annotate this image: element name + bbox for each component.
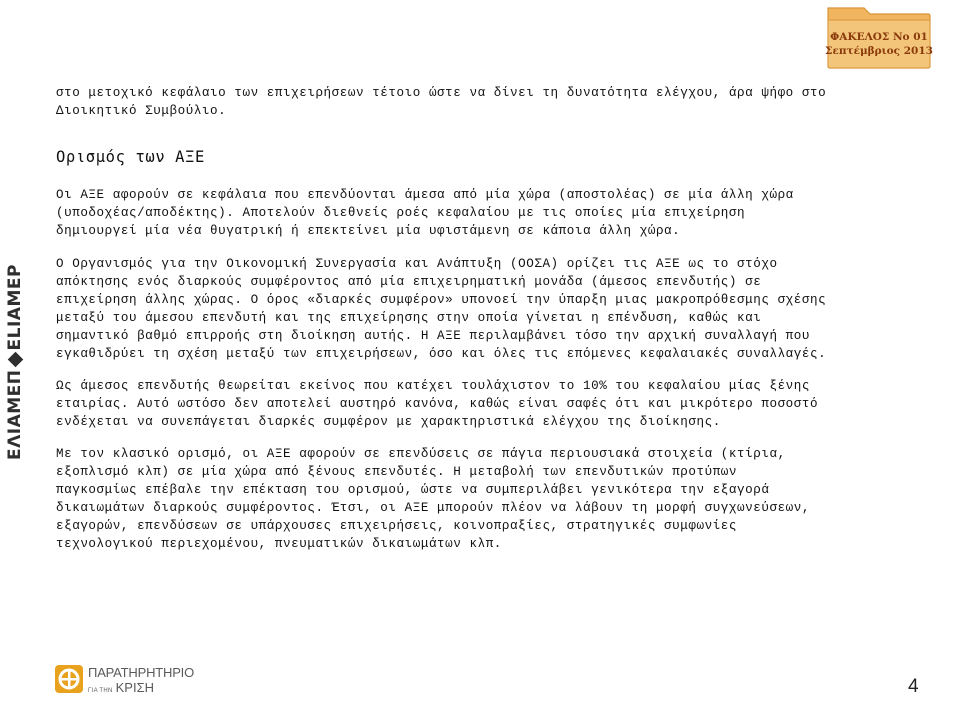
logo-subtitle-small: ΓΙΑ ΤΗΝ <box>88 688 113 694</box>
paragraph-4: Με τον κλασικό ορισμό, οι ΑΞΕ αφορούν σε επενδύσεις σε πάγια περιουσιακά στοιχεία (κτίρια, εξοπλισμό κλπ) σε μία χώρα από ξένους επενδυτές. Η μεταβολή των επενδυτικών προτύπων παγκοσμίως επέβαλε την επέκταση του ορισμού, ώστε να συμπεριλάβει γενικότερα την εξαγορά δικαιωμάτων διαρκούς συμφέροντος. Έτσι, οι ΑΞΕ μπορούν πλέον να λάβουν τη μορφή συγχωνεύσεων, εξαγορών, επενδύσεων σε υπάρχουσες επιχειρήσεις, κοινοπραξίες, στρατηγικές συμφωνίες τεχνολογικού περιεχομένου, πνευματικών δικαιωμάτων κλπ. <box>56 447 810 551</box>
logo-subtitle <box>88 680 154 695</box>
section-heading: Ορισμός των ΑΞΕ <box>56 148 205 166</box>
intro-paragraph: στο μετοχικό κεφάλαιο των επιχειρήσεων τέτοιο ώστε να δίνει τη δυνατότητα ελέγχου, άρα ψήφο στο Διοικητικό Συμβούλιο. <box>56 86 827 118</box>
logo-subtitle-main: ΚΡΙΣΗ <box>115 680 155 695</box>
paragraph-3: Ως άμεσος επενδυτής θεωρείται εκείνος που κατέχει τουλάχιστον το 10% του κεφαλαίου μίας ξένης εταιρίας. Αυτό ωστόσο δεν αποτελεί αυστηρό κανόνα, καθώς είναι σαφές ότι και μικρότερο ποσοστό ενδέχεται να συνεπάγεται διαρκές συμφέρον με χαρακτηριστικά ελέγχου της διοίκησης. <box>56 379 819 429</box>
paragraph-1: Οι ΑΞΕ αφορούν σε κεφάλαια που επενδύονται άμεσα από μία χώρα (αποστολέας) σε μία άλλη χώρα (υποδοχέας/αποδέκτης). Αποτελούν διεθνείς ροές κεφαλαίου με τις οποίες μία επιχείρηση δημιουργεί μία νέα θυγατρική ή επεκτείνει μία υφιστάμενη σε κάποια άλλη χώρα. <box>56 188 794 238</box>
brand-separator-icon <box>7 352 23 368</box>
document-body <box>56 84 960 553</box>
observatory-logo <box>54 664 204 698</box>
side-brand <box>2 262 28 460</box>
folder-badge-date: Σεπτέμβριος 2013 <box>825 45 933 57</box>
logo-title: ΠΑΡΑΤΗΡΗΤΗΡΙΟ <box>88 665 194 680</box>
observatory-logo-icon <box>54 664 84 694</box>
folder-badge-title: ΦΑΚΕΛΟΣ Νο 01 <box>830 31 928 43</box>
page-number: 4 <box>908 676 919 697</box>
paragraph-2: Ο Οργανισμός για την Οικονομική Συνεργασία και Ανάπτυξη (ΟΟΣΑ) ορίζει τις ΑΞΕ ως το στόχο απόκτησης ενός διαρκούς συμφέροντος από μία επιχειρηματική μονάδα (άμεσος επενδυτής) σε επιχείρηση άλλης χώρας. Ο όρος «διαρκές συμφέρον» υπονοεί την ύπαρξη μιας μακροπρόθεσμης σχέσης μεταξύ του άμεσου επενδυτή και της επιχείρησης στην οποία γίνεται η επένδυση, καθώς και σημαντικό βαθμό επιρροής στη διοίκηση αυτής. Η ΑΞΕ περιλαμβάνει τόσο την αρχική συναλλαγή που εγκαθιδρύει τη σχέση μεταξύ των επιχειρήσεων, όσο και όλες τις επόμενες κεφαλαιακές συναλλαγές. <box>56 257 827 361</box>
brand-name-latin: ELIAMEP <box>5 264 25 351</box>
folder-badge <box>824 4 934 70</box>
brand-name-greek: ΕΛΙΑΜΕΠ <box>5 369 25 460</box>
